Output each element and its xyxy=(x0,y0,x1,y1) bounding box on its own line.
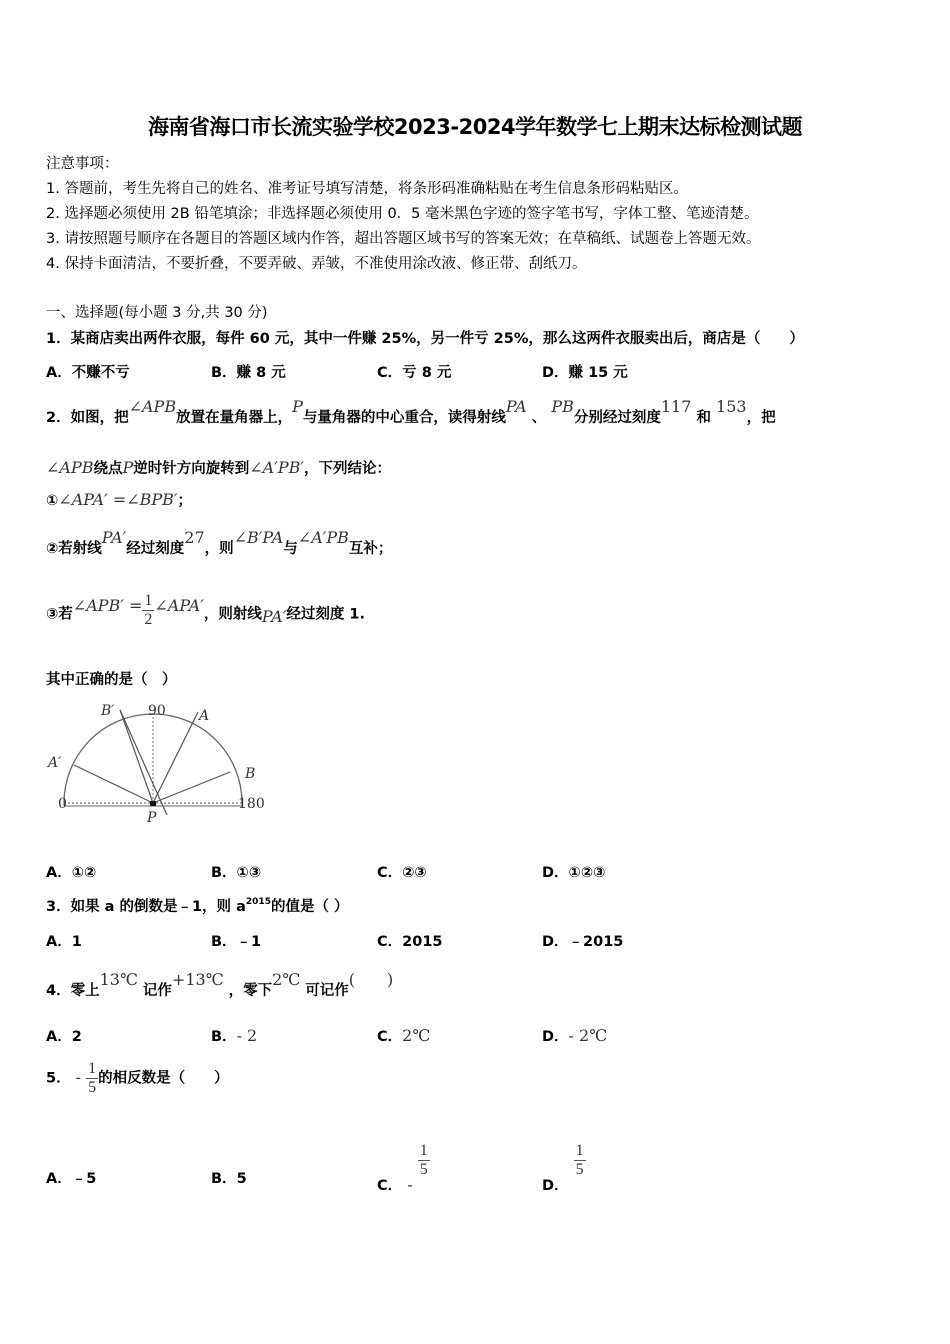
q2-ray: PA′ xyxy=(261,606,287,626)
q2-text: ，把 xyxy=(746,410,776,426)
q2-text: 绕点 xyxy=(93,461,123,477)
denominator: 5 xyxy=(419,1161,428,1178)
question-3-stem xyxy=(46,895,349,916)
option-label: C． xyxy=(377,1177,403,1194)
label-b: B xyxy=(245,766,256,782)
label-180: 180 xyxy=(238,796,265,812)
denominator: 5 xyxy=(88,1079,97,1096)
q3-text: 的值是（ ） xyxy=(270,899,349,915)
option-label: B． xyxy=(211,1029,237,1045)
q3-option-d[interactable]: D．﹣2015 xyxy=(542,934,624,950)
q3-option-b[interactable]: B．﹣1 xyxy=(211,934,262,950)
circled-number: ① xyxy=(46,493,59,509)
q2-angle: ∠APB xyxy=(128,397,177,416)
q2-ray: PB xyxy=(551,397,574,416)
q2-option-b[interactable]: B．①③ xyxy=(211,865,262,881)
q4-option-b[interactable] xyxy=(211,1025,257,1046)
conclusion-2 xyxy=(46,528,393,558)
q1-option-c[interactable]: C．亏 8 元 xyxy=(377,365,452,381)
temperature: +13℃ xyxy=(171,970,224,989)
q5-option-c[interactable] xyxy=(377,1142,430,1194)
notice-item: 1. 答题前，考生先将自己的姓名、准考证号填写清楚，将条形码准确粘贴在考生信息条形码粘贴区。 xyxy=(46,181,688,197)
q2-text: 经过刻度 xyxy=(126,541,185,557)
option-value: - 2℃ xyxy=(568,1026,608,1045)
q5-option-b[interactable] xyxy=(211,1167,247,1188)
q4-option-d[interactable] xyxy=(542,1025,607,1046)
fraction xyxy=(418,1142,430,1179)
q2-point: P xyxy=(292,397,303,416)
label-a: A xyxy=(199,708,210,724)
q4-text: 可记作 xyxy=(305,983,349,999)
q2-text: ，则射线 xyxy=(203,606,262,623)
q2-angle: ∠A′PB xyxy=(297,528,349,547)
fraction xyxy=(142,592,154,629)
option-label: A． xyxy=(46,1029,72,1045)
option-label: B． xyxy=(211,1171,237,1187)
q4-text: 4．零上 xyxy=(46,983,100,999)
question-5-stem xyxy=(46,1060,229,1097)
q1-option-a[interactable]: A．不赚不亏 xyxy=(46,365,130,381)
q2-value: 117 xyxy=(660,397,692,416)
q2-text: 分别经过刻度 xyxy=(573,410,661,426)
minus-sign: - xyxy=(407,1174,413,1194)
q2-ray: PA′ xyxy=(101,528,127,547)
notice-heading: 注意事项： xyxy=(46,156,119,172)
option-value: ﹣5 xyxy=(71,1171,97,1187)
denominator: 2 xyxy=(144,611,153,628)
notice-item: 3. 请按照题号顺序在各题目的答题区域内作答，超出答题区域书写的答案无效；在草稿纸、试题卷上答题无效。 xyxy=(46,231,761,247)
q2-angle: ∠A′PB′ xyxy=(249,458,304,477)
option-label: D． xyxy=(542,1029,569,1045)
page-title: 海南省海口市长流实验学校2023-2024学年数学七上期末达标检测试题 xyxy=(147,115,803,139)
q2-ray: PA xyxy=(505,397,527,416)
q1-option-d[interactable]: D．赚 15 元 xyxy=(542,365,628,381)
option-value: - 2 xyxy=(236,1026,258,1045)
option-value: 2℃ xyxy=(402,1026,431,1045)
q2-text: 经过刻度 1. xyxy=(286,606,365,623)
q2-angle: ∠APB xyxy=(46,458,94,477)
minus-sign: - xyxy=(75,1067,82,1087)
option-value: 5 xyxy=(236,1171,247,1187)
notice-item: 2. 选择题必须使用 2B 铅笔填涂；非选择题必须使用 0．5 毫米黑色字迹的签字笔书写，字体工整、笔迹清楚。 xyxy=(46,206,759,222)
q3-text: 3．如果 a 的倒数是﹣1，则 a xyxy=(46,899,246,915)
q2-option-c[interactable]: C．②③ xyxy=(377,865,427,881)
question-2-line-2 xyxy=(46,457,391,478)
q2-point: P xyxy=(122,458,134,477)
q2-text: 2．如图，把 xyxy=(46,410,129,426)
protractor-figure xyxy=(44,700,274,830)
q4-option-c[interactable] xyxy=(377,1025,430,1046)
q2-value: 153 xyxy=(716,397,747,416)
answer-blank: ( ) xyxy=(348,970,394,989)
q4-text: 记作 xyxy=(142,983,172,999)
option-label: A． xyxy=(46,1171,72,1187)
q2-value: 27 xyxy=(184,528,205,547)
numerator: 1 xyxy=(144,592,153,609)
math-expression: ∠APA′ xyxy=(154,595,204,615)
exponent: 2015 xyxy=(245,897,271,907)
q4-text: ，零下 xyxy=(228,983,273,999)
q2-text: ③若 xyxy=(46,606,73,623)
option-value: 2 xyxy=(71,1029,82,1045)
label-a-prime: A′ xyxy=(48,755,62,771)
q2-text: 与量角器的中心重合，读得射线 xyxy=(302,410,506,426)
q2-text: ，下列结论： xyxy=(304,461,391,477)
option-label: D． xyxy=(542,1177,569,1194)
temperature: 13℃ xyxy=(99,970,138,989)
q2-text: 逆时针方向旋转到 xyxy=(133,461,250,477)
option-label: C． xyxy=(377,1029,403,1045)
q5-option-a[interactable] xyxy=(46,1167,96,1188)
q2-text: ，则 xyxy=(204,541,234,557)
q5-text: 的相反数是（ ） xyxy=(98,1070,229,1087)
q1-option-b[interactable]: B．赚 8 元 xyxy=(211,365,286,381)
notice-item: 4. 保持卡面清洁，不要折叠，不要弄破、弄皱，不准使用涂改液、修正带、刮纸刀。 xyxy=(46,256,587,272)
question-4-stem xyxy=(46,970,394,1000)
q2-text: ②若射线 xyxy=(46,541,102,557)
conclusion-3 xyxy=(46,592,365,633)
section-heading: 一、选择题(每小题 3 分,共 30 分) xyxy=(46,305,268,321)
fraction xyxy=(86,1060,98,1097)
q2-option-a[interactable]: A．①② xyxy=(46,865,97,881)
math-expression: ∠APA′ =∠BPB′ xyxy=(58,490,178,509)
label-90: 90 xyxy=(148,703,166,719)
temperature: 2℃ xyxy=(272,970,301,989)
label-b-prime: B′ xyxy=(101,703,115,719)
q2-text: ； xyxy=(177,493,193,509)
math-expression: ∠APB′ = xyxy=(72,595,143,615)
fraction xyxy=(574,1142,586,1179)
label-p: P xyxy=(147,810,157,826)
numerator: 1 xyxy=(88,1060,97,1077)
question-2-ask: 其中正确的是（ ） xyxy=(46,672,177,688)
q5-option-d[interactable] xyxy=(542,1142,586,1194)
q3-option-c[interactable]: C．2015 xyxy=(377,934,443,950)
denominator: 5 xyxy=(575,1161,584,1178)
q2-text: 、 xyxy=(531,410,547,426)
q2-angle: ∠B′PA xyxy=(233,528,284,547)
q2-option-d[interactable]: D．①②③ xyxy=(542,865,606,881)
q2-text: 放置在量角器上， xyxy=(176,410,293,426)
q5-text: 5． xyxy=(46,1070,71,1087)
question-1-stem: 1．某商店卖出两件衣服，每件 60 元，其中一件赚 25%，另一件亏 25%，那么这两件衣服卖出后，商店是（ ） xyxy=(46,331,804,347)
question-2-line-1 xyxy=(46,397,776,427)
numerator: 1 xyxy=(575,1142,584,1159)
label-0: 0 xyxy=(58,796,67,812)
q2-text: 和 xyxy=(696,410,711,426)
q2-text: 互补； xyxy=(348,541,393,557)
q2-text: 与 xyxy=(283,541,298,557)
q4-option-a[interactable] xyxy=(46,1025,82,1046)
numerator: 1 xyxy=(419,1142,428,1159)
conclusion-1 xyxy=(46,489,192,510)
q3-option-a[interactable]: A．1 xyxy=(46,934,82,950)
